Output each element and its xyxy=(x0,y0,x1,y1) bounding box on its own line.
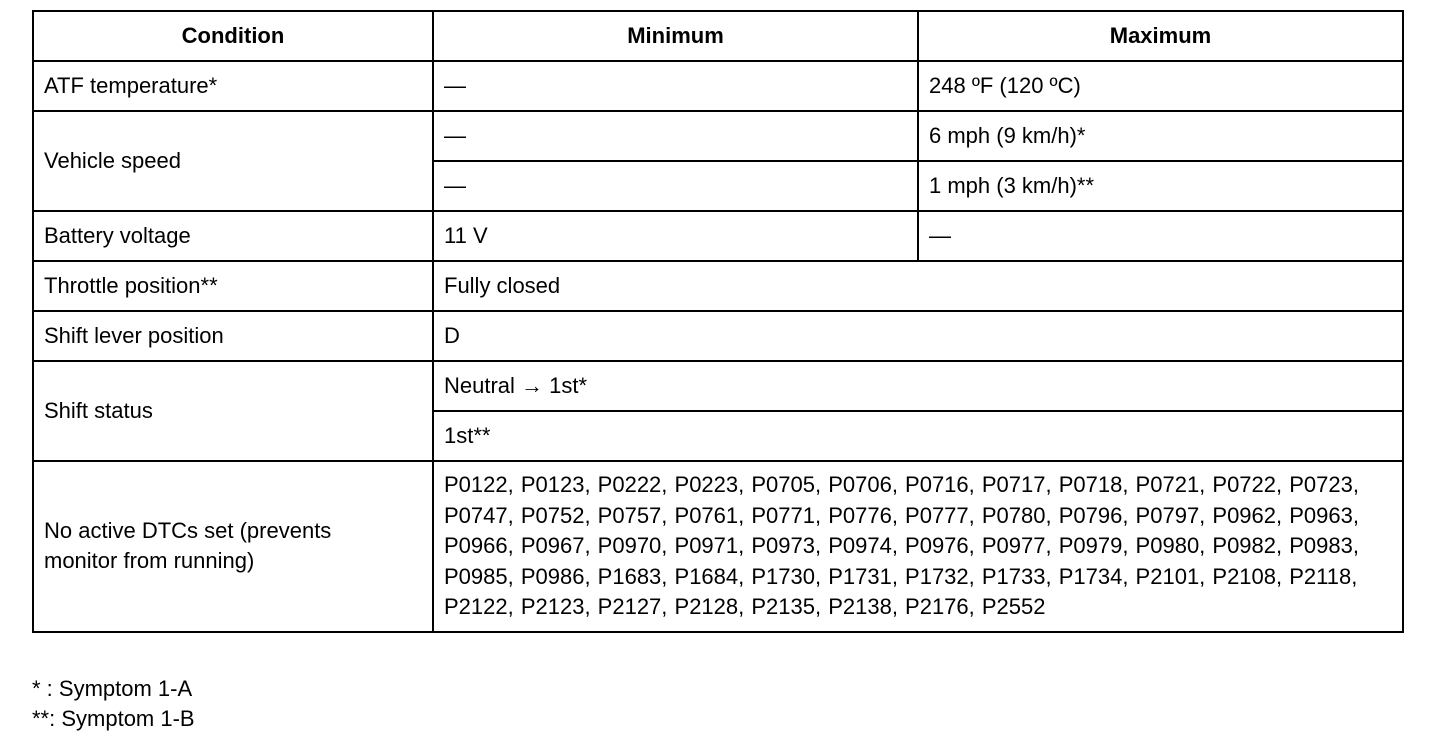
header-condition: Condition xyxy=(33,11,433,61)
table-row-shift-status-1 xyxy=(33,361,1403,411)
table-row-throttle xyxy=(33,261,1403,311)
atf-condition: ATF temperature* xyxy=(33,61,433,111)
dtc-condition-line-1: No active DTCs set (prevents xyxy=(44,518,332,544)
battery-minimum: 11 V xyxy=(433,211,918,261)
footnote-symptom-1a: * : Symptom 1-A xyxy=(32,676,193,701)
table-row-battery xyxy=(33,211,1403,261)
battery-condition: Battery voltage xyxy=(33,211,433,261)
table-row-dtc xyxy=(33,461,1403,632)
header-maximum: Maximum xyxy=(918,11,1403,61)
shift-status-value-1: Neutral → 1st* xyxy=(433,361,1403,411)
vehicle-speed-minimum-1: — xyxy=(433,111,918,161)
shift-status-value-2: 1st** xyxy=(433,411,1403,461)
table-row-atf xyxy=(33,61,1403,111)
dtc-condition-line-2: monitor from running) xyxy=(44,548,255,574)
table-row-vehicle-speed-1 xyxy=(33,111,1403,161)
atf-maximum: 248 ºF (120 ºC) xyxy=(918,61,1403,111)
vehicle-speed-maximum-1: 6 mph (9 km/h)* xyxy=(918,111,1403,161)
atf-minimum: — xyxy=(433,61,918,111)
header-minimum: Minimum xyxy=(433,11,918,61)
battery-maximum: — xyxy=(918,211,1403,261)
shift-lever-condition: Shift lever position xyxy=(33,311,433,361)
throttle-condition: Throttle position** xyxy=(33,261,433,311)
vehicle-speed-condition: Vehicle speed xyxy=(33,111,433,211)
throttle-value: Fully closed xyxy=(433,261,1403,311)
dtc-codes: P0122, P0123, P0222, P0223, P0705, P0706, P0716, P0717, P0718, P0721, P0722, P0723, P0747, P0752, P0757, P0761, P0771, P0776, P0777, P0780, P0796, P0797, P0962, P0963, P0966, P0967, P0970, P0971, P0973, P0974, P0976, P0977, P0979, P0980, P0982, P0983, P0985, P0986, P1683, P1684, P1730, P1731, P1732, P1733, P1734, P2101, P2108, P2118, P2122, P2123, P2127, P2128, P2135, P2138, P2176, P2552 xyxy=(433,461,1403,632)
vehicle-speed-minimum-2: — xyxy=(433,161,918,211)
shift-status-condition: Shift status xyxy=(33,361,433,461)
shift-lever-value: D xyxy=(433,311,1403,361)
conditions-table xyxy=(32,10,1404,633)
vehicle-speed-maximum-2: 1 mph (3 km/h)** xyxy=(918,161,1403,211)
footnotes xyxy=(32,674,195,734)
header-row xyxy=(33,11,1403,61)
table-row-shift-lever xyxy=(33,311,1403,361)
footnote-symptom-1b: **: Symptom 1-B xyxy=(32,706,195,731)
dtc-condition xyxy=(33,461,433,632)
